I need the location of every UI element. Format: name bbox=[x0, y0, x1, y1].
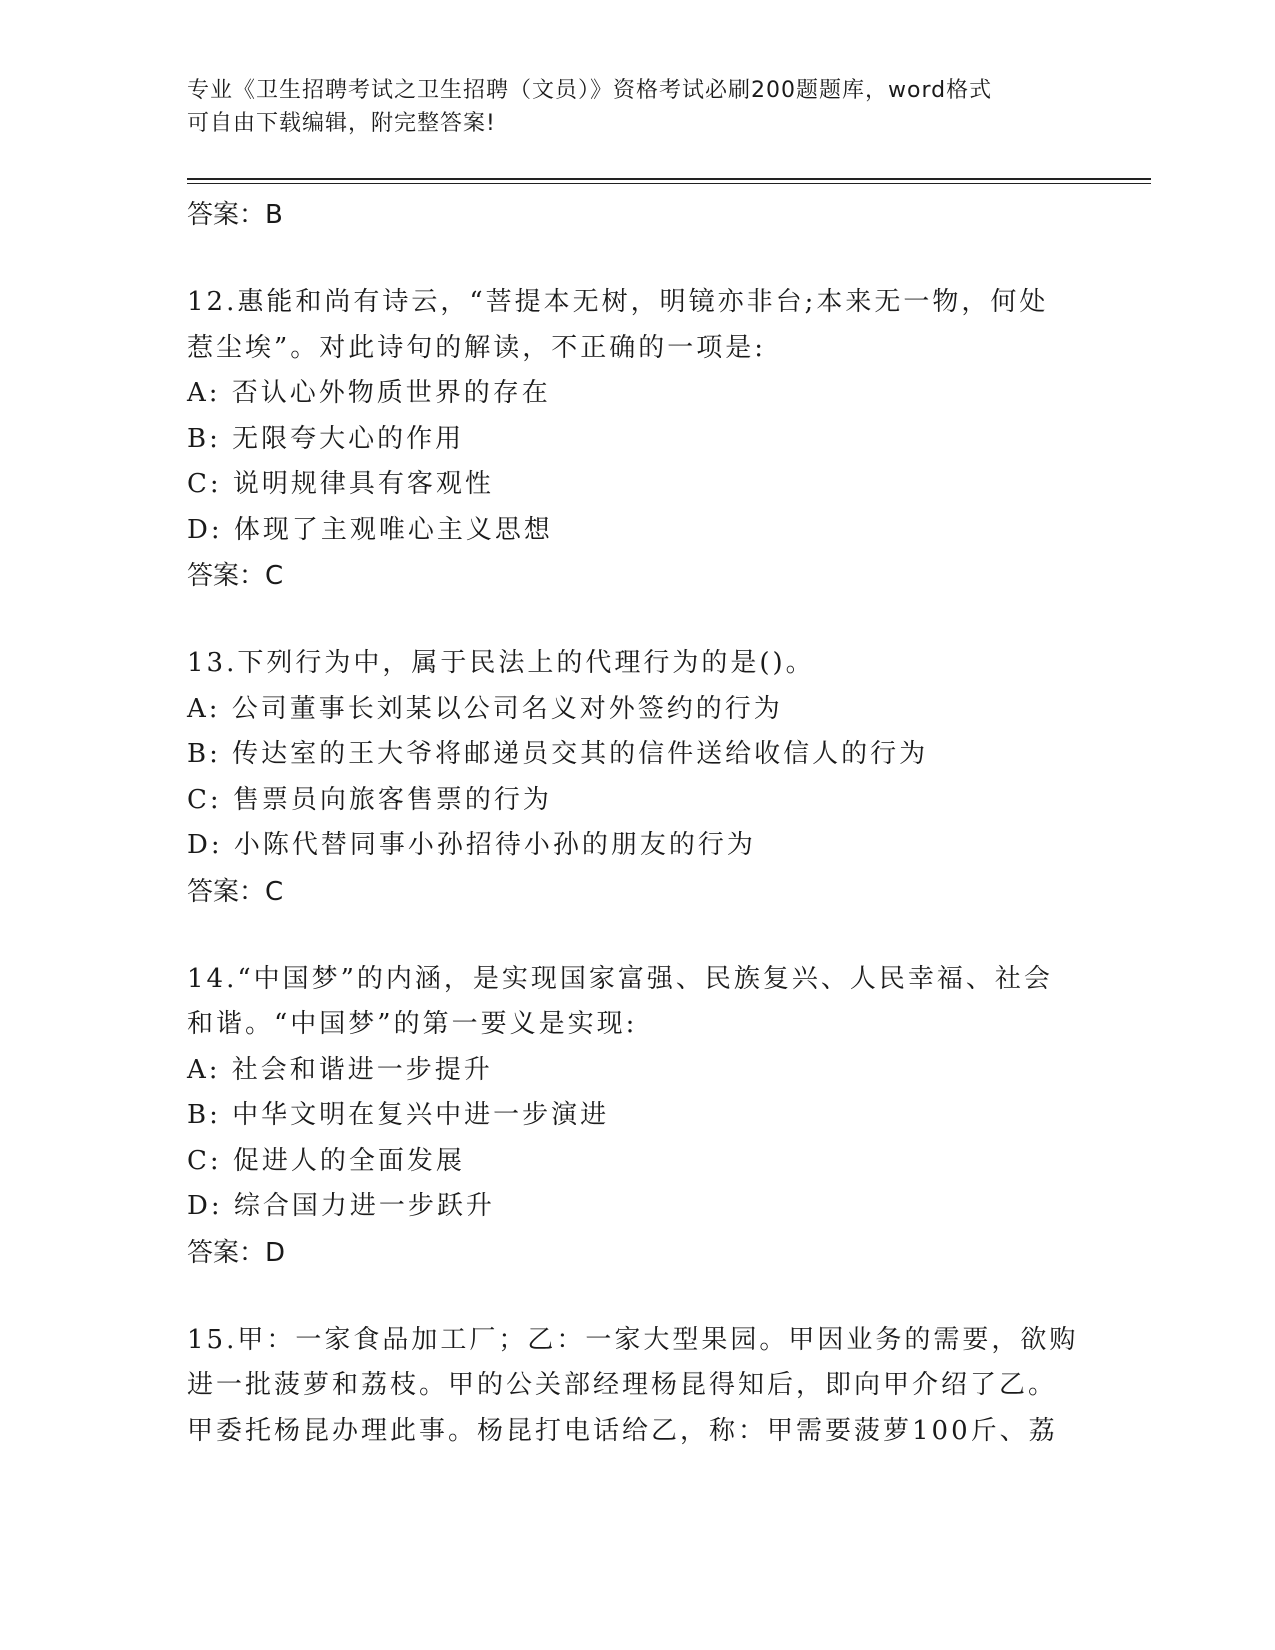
answer-line: 答案：D bbox=[187, 1237, 286, 1268]
question-text-line: 和谐。“中国梦”的第一要义是实现: bbox=[187, 1009, 638, 1039]
option-c: C: 促进人的全面发展 bbox=[187, 1145, 465, 1176]
option-b: B: 传达室的王大爷将邮递员交其的信件送给收信人的行为 bbox=[187, 739, 929, 769]
header-rule-thin bbox=[187, 183, 1151, 184]
question-text-line: 12.惠能和尚有诗云，“菩提本无树，明镜亦非台;本来无一物，何处 bbox=[187, 287, 1049, 317]
option-b: B: 无限夸大心的作用 bbox=[187, 423, 465, 454]
option-d: D: 综合国力进一步跃升 bbox=[187, 1191, 495, 1221]
header-rule-thick bbox=[187, 178, 1151, 180]
question-14 bbox=[187, 957, 1147, 1276]
question-text-line: 15.甲：一家食品加工厂；乙：一家大型果园。甲因业务的需要，欲购 bbox=[187, 1324, 1079, 1355]
question-12 bbox=[187, 280, 1147, 599]
question-13 bbox=[187, 641, 1147, 915]
option-d: D: 体现了主观唯心主义思想 bbox=[187, 514, 553, 545]
option-b: B: 中华文明在复兴中进一步演进 bbox=[187, 1100, 610, 1130]
option-d: D: 小陈代替同事小孙招待小孙的朋友的行为 bbox=[187, 830, 756, 860]
question-text-line: 进一批菠萝和荔枝。甲的公关部经理杨昆得知后，即向甲介绍了乙。 bbox=[187, 1370, 1058, 1400]
question-15 bbox=[187, 1318, 1147, 1455]
header-line-1: 专业《卫生招聘考试之卫生招聘（文员）》资格考试必刷200题题库，word格式 bbox=[187, 78, 993, 103]
option-c: C: 售票员向旅客售票的行为 bbox=[187, 784, 552, 815]
answer-line: 答案：B bbox=[187, 200, 283, 230]
answer-line: 答案：C bbox=[187, 561, 284, 591]
header-line-2: 可自由下载编辑，附完整答案! bbox=[187, 111, 496, 136]
document-body bbox=[187, 192, 1147, 1454]
option-a: A: 公司董事长刘某以公司名义对外签约的行为 bbox=[187, 693, 783, 724]
document-header bbox=[187, 74, 1087, 140]
question-text-line: 惹尘埃”。对此诗句的解读，不正确的一项是: bbox=[187, 332, 767, 363]
question-text-line: 甲委托杨昆办理此事。杨昆打电话给乙，称：甲需要菠萝100斤、荔 bbox=[187, 1415, 1058, 1446]
option-a: A: 社会和谐进一步提升 bbox=[187, 1054, 493, 1085]
option-c: C: 说明规律具有客观性 bbox=[187, 469, 494, 499]
answer-line: 答案：C bbox=[187, 876, 284, 907]
question-text-line: 14.“中国梦”的内涵，是实现国家富强、民族复兴、人民幸福、社会 bbox=[187, 963, 1053, 994]
question-text-line: 13.下列行为中，属于民法上的代理行为的是()。 bbox=[187, 648, 815, 678]
option-a: A: 否认心外物质世界的存在 bbox=[187, 378, 551, 408]
